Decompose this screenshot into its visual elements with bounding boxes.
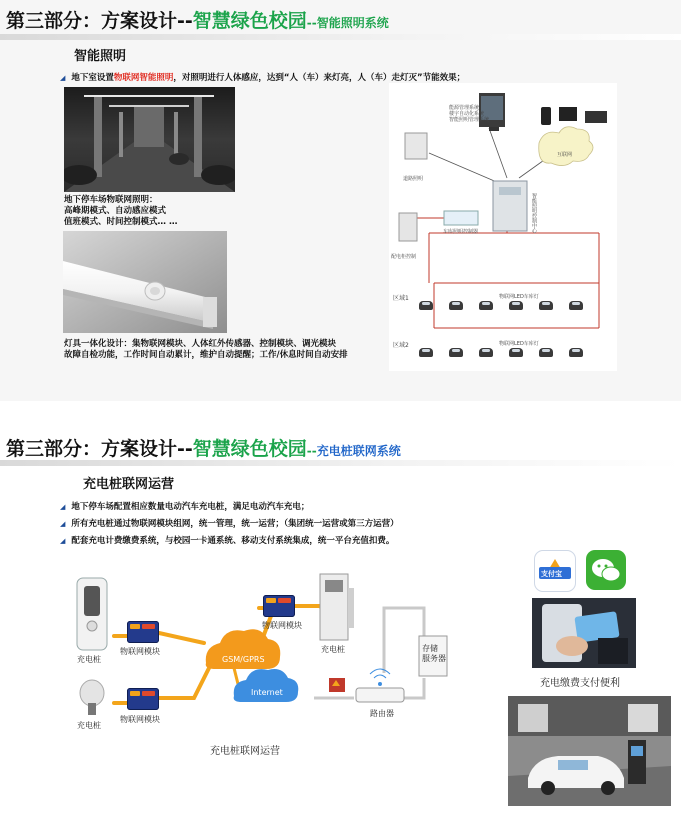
car-icon xyxy=(419,301,433,310)
slide-smart-lighting xyxy=(0,0,681,401)
bullet-marker-icon: ◢ xyxy=(60,520,66,528)
iot-module-icon xyxy=(127,621,159,643)
charger-label: 充电桩 xyxy=(77,655,101,664)
car-icon xyxy=(569,301,583,310)
car-icon xyxy=(449,301,463,310)
led-tube-photo xyxy=(63,231,227,333)
car-icon xyxy=(479,348,493,357)
bullet-item: ◢ 所有充电桩通过物联网模块组网，统一管理，统一运营；（集团统一运营或第三方运营） xyxy=(60,519,399,529)
charging-station-photo xyxy=(508,696,671,806)
zone2-label: 区域2 xyxy=(393,342,409,349)
slide2-title: 第三部分：方案设计--智慧绿色校园--充电桩联网系统 xyxy=(6,438,401,460)
iot-module-icon xyxy=(127,688,159,710)
car-icon xyxy=(539,301,553,310)
card-payment-photo xyxy=(532,598,636,668)
alipay-label: 支付宝 xyxy=(541,570,562,578)
car-icon xyxy=(509,348,523,357)
sensor-label: 车库照明控制器 xyxy=(443,229,479,235)
router-label: 路由器 xyxy=(370,709,394,718)
parking-garage-photo xyxy=(64,87,235,192)
title-underline xyxy=(0,34,681,40)
led2-label: 物联网LED车库灯 xyxy=(499,341,539,347)
iot-module-icon xyxy=(263,595,295,617)
car-icon xyxy=(419,348,433,357)
cloud-label: 互联网 xyxy=(557,152,573,158)
bullet-item: ◢ 地下室设置物联网智能照明，对照明进行人体感应，达到“人（车）来灯亮，人（车）走灯灭”节能效果； xyxy=(60,73,466,83)
led1-label: 物联网LED车库灯 xyxy=(499,294,539,300)
slide1-title: 第三部分：方案设计--智慧绿色校园--智能照明系统 xyxy=(6,10,389,32)
server-label: 存储 服务器 xyxy=(422,644,446,663)
center-label: 智能照明控制中心 xyxy=(531,193,537,233)
module-label: 物联网模块 xyxy=(120,715,160,724)
payment-caption: 充电缴费支付便利 xyxy=(540,678,620,689)
bullet-item: ◢ 地下停车场配置相应数量电动汽车充电桩，满足电动汽车充电； xyxy=(60,502,310,512)
charging-network-diagram xyxy=(74,568,458,738)
bullet-item: ◢ 配套充电计费缴费系统，与校园一卡通系统、移动支付系统集成，统一平台充值扣费。 xyxy=(60,536,395,546)
slide-charging-network xyxy=(0,428,681,838)
alipay-icon xyxy=(534,550,576,592)
internet-cloud-label: Internet xyxy=(251,688,283,697)
car-icon xyxy=(479,301,493,310)
gateway-label: 道路照明 xyxy=(403,176,424,182)
wechat-icon xyxy=(586,550,626,590)
diagram-caption: 充电桩联网运营 xyxy=(210,746,280,757)
car-icon xyxy=(539,348,553,357)
slide-divider xyxy=(0,401,681,428)
lighting-network-diagram xyxy=(389,83,617,371)
gsm-cloud-label: GSM/GPRS xyxy=(222,655,265,664)
fixture-caption: 灯具一体化设计：集物联网模块、人体红外传感器、控制模块、调光模块 故障自检功能，工作时间自动累计，维护自动提醒；工作/休息时间自动安排 xyxy=(64,339,348,360)
car-icon xyxy=(449,348,463,357)
module-label: 物联网模块 xyxy=(262,621,302,630)
zone1-label: 区域1 xyxy=(393,295,409,302)
server-label: 能源管理系统 楼宇自动化系统 智能照明管理系统 xyxy=(449,105,490,123)
bullet-marker-icon: ◢ xyxy=(60,503,66,511)
charger-label: 充电桩 xyxy=(77,721,101,730)
title-underline xyxy=(0,460,681,466)
section-heading: 智能照明 xyxy=(74,49,127,64)
car-icon xyxy=(509,301,523,310)
car-icon xyxy=(569,348,583,357)
section-heading: 充电桩联网运营 xyxy=(83,477,175,492)
bullet-marker-icon: ◢ xyxy=(60,537,66,545)
bullet-marker-icon: ◢ xyxy=(60,74,66,82)
charger-label: 充电桩 xyxy=(321,645,345,654)
garage-caption: 地下停车场物联网照明： 高峰期模式、自动感应模式 值班模式、时间控制模式… … xyxy=(64,195,178,227)
cabinet-label: 配电柜控制 xyxy=(391,254,417,260)
module-label: 物联网模块 xyxy=(120,647,160,656)
